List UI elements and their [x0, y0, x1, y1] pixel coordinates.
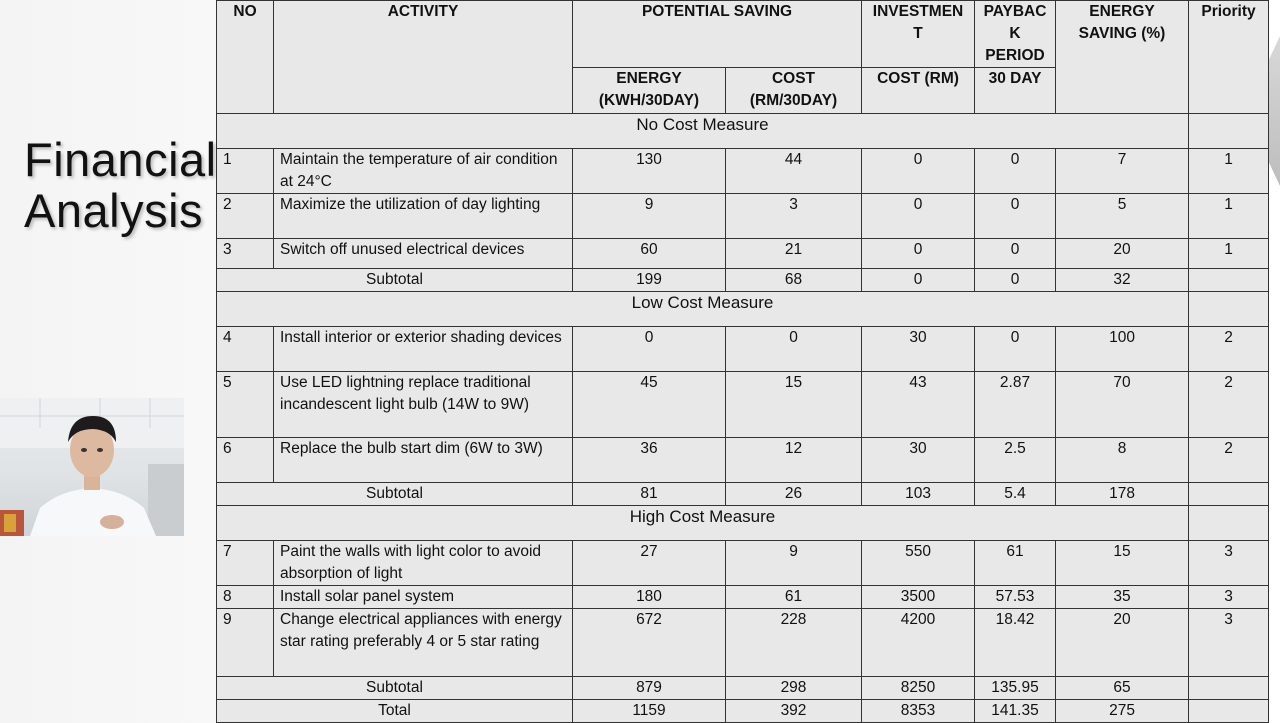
cell-activity: Install interior or exterior shading devices	[274, 327, 573, 372]
subtotal-label: Subtotal	[217, 483, 573, 506]
cell-no: 2	[217, 194, 274, 239]
subtotal-investment: 8250	[862, 677, 975, 700]
total-row	[217, 700, 1269, 723]
cell-no: 5	[217, 372, 274, 438]
cell-payback: 18.42	[975, 609, 1056, 677]
table-row	[217, 541, 1269, 586]
section-row	[217, 292, 1269, 327]
cell-energy: 60	[573, 239, 726, 269]
cell-saving: 15	[1056, 541, 1189, 586]
presenter-webcam-video	[0, 398, 184, 536]
cell-activity: Use LED lightning replace traditional incandescent light bulb (14W to 9W)	[274, 372, 573, 438]
cell-saving: 20	[1056, 239, 1189, 269]
cell-payback: 61	[975, 541, 1056, 586]
cell-no: 7	[217, 541, 274, 586]
cell-activity: Switch off unused electrical devices	[274, 239, 573, 269]
cell-no: 1	[217, 149, 274, 194]
total-energy: 1159	[573, 700, 726, 723]
subtotal-energy: 81	[573, 483, 726, 506]
cell-investment: 3500	[862, 586, 975, 609]
cell-cost: 228	[726, 609, 862, 677]
cell-activity: Paint the walls with light color to avoid absorption of light	[274, 541, 573, 586]
col-header-payback-period: PAYBAC K PERIOD	[975, 1, 1056, 68]
cell-priority: 2	[1189, 327, 1269, 372]
section-title: High Cost Measure	[217, 506, 1189, 541]
cell-energy: 36	[573, 438, 726, 483]
cell-priority: 2	[1189, 372, 1269, 438]
cell-investment: 0	[862, 149, 975, 194]
section-title: No Cost Measure	[217, 114, 1189, 149]
cell-activity: Maintain the temperature of air condition at 24°C	[274, 149, 573, 194]
cell-activity: Maximize the utilization of day lighting	[274, 194, 573, 239]
subtotal-payback: 0	[975, 269, 1056, 292]
col-header-activity: ACTIVITY	[274, 1, 573, 114]
table-row	[217, 438, 1269, 483]
subtotal-empty-cell	[1189, 483, 1269, 506]
subtotal-investment: 0	[862, 269, 975, 292]
cell-no: 6	[217, 438, 274, 483]
subtotal-cost: 26	[726, 483, 862, 506]
cell-no: 4	[217, 327, 274, 372]
cell-energy: 45	[573, 372, 726, 438]
subtotal-row	[217, 269, 1269, 292]
table-row	[217, 372, 1269, 438]
col-header-priority: Priority	[1189, 1, 1269, 114]
subtotal-empty-cell	[1189, 677, 1269, 700]
subtotal-label: Subtotal	[217, 677, 573, 700]
cell-investment: 30	[862, 327, 975, 372]
cell-investment: 550	[862, 541, 975, 586]
cell-no: 8	[217, 586, 274, 609]
col-header-cost: COST (RM/30DAY)	[726, 68, 862, 114]
cell-activity: Install solar panel system	[274, 586, 573, 609]
table-row	[217, 586, 1269, 609]
subtotal-saving: 32	[1056, 269, 1189, 292]
col-header-cost-rm: COST (RM)	[862, 68, 975, 114]
slide-title-line-1: Financial	[24, 133, 217, 186]
cell-cost: 12	[726, 438, 862, 483]
cell-priority: 3	[1189, 609, 1269, 677]
total-saving: 275	[1056, 700, 1189, 723]
subtotal-energy: 199	[573, 269, 726, 292]
total-label: Total	[217, 700, 573, 723]
presenter-image	[0, 398, 184, 536]
subtotal-saving: 178	[1056, 483, 1189, 506]
subtotal-payback: 135.95	[975, 677, 1056, 700]
section-title: Low Cost Measure	[217, 292, 1189, 327]
section-empty-cell	[1189, 292, 1269, 327]
cell-energy: 130	[573, 149, 726, 194]
cell-saving: 8	[1056, 438, 1189, 483]
cell-payback: 0	[975, 239, 1056, 269]
cell-payback: 0	[975, 194, 1056, 239]
cell-cost: 0	[726, 327, 862, 372]
cell-payback: 0	[975, 149, 1056, 194]
table-row	[217, 194, 1269, 239]
cell-priority: 1	[1189, 149, 1269, 194]
cell-priority: 1	[1189, 239, 1269, 269]
col-header-potential-saving: POTENTIAL SAVING	[573, 1, 862, 68]
cell-payback: 0	[975, 327, 1056, 372]
subtotal-saving: 65	[1056, 677, 1189, 700]
cell-energy: 180	[573, 586, 726, 609]
cell-no: 3	[217, 239, 274, 269]
total-empty-cell	[1189, 700, 1269, 723]
cell-investment: 0	[862, 194, 975, 239]
col-header-no: NO	[217, 1, 274, 114]
col-header-energy-saving-pct: ENERGY SAVING (%)	[1056, 1, 1189, 114]
slide-title	[24, 134, 224, 236]
section-empty-cell	[1189, 114, 1269, 149]
cell-activity: Replace the bulb start dim (6W to 3W)	[274, 438, 573, 483]
total-investment: 8353	[862, 700, 975, 723]
cell-cost: 3	[726, 194, 862, 239]
cell-cost: 21	[726, 239, 862, 269]
slide-title-line-2: Analysis	[24, 184, 204, 237]
subtotal-cost: 298	[726, 677, 862, 700]
table-row	[217, 149, 1269, 194]
subtotal-cost: 68	[726, 269, 862, 292]
subtotal-payback: 5.4	[975, 483, 1056, 506]
cell-energy: 0	[573, 327, 726, 372]
cell-investment: 0	[862, 239, 975, 269]
col-header-days: 30 DAY	[975, 68, 1056, 114]
subtotal-empty-cell	[1189, 269, 1269, 292]
cell-priority: 3	[1189, 586, 1269, 609]
cell-saving: 20	[1056, 609, 1189, 677]
cell-payback: 2.5	[975, 438, 1056, 483]
cell-priority: 3	[1189, 541, 1269, 586]
cell-priority: 2	[1189, 438, 1269, 483]
cell-payback: 57.53	[975, 586, 1056, 609]
table-row	[217, 239, 1269, 269]
header-row-1	[217, 1, 1269, 68]
cell-cost: 15	[726, 372, 862, 438]
cell-saving: 7	[1056, 149, 1189, 194]
cell-investment: 43	[862, 372, 975, 438]
section-empty-cell	[1189, 506, 1269, 541]
col-header-investment: INVESTMEN T	[862, 1, 975, 68]
subtotal-label: Subtotal	[217, 269, 573, 292]
cell-cost: 44	[726, 149, 862, 194]
subtotal-investment: 103	[862, 483, 975, 506]
cell-energy: 27	[573, 541, 726, 586]
col-header-energy: ENERGY (KWH/30DAY)	[573, 68, 726, 114]
cell-saving: 5	[1056, 194, 1189, 239]
cell-no: 9	[217, 609, 274, 677]
cell-activity: Change electrical appliances with energy star rating preferably 4 or 5 star rating	[274, 609, 573, 677]
cell-cost: 61	[726, 586, 862, 609]
financial-analysis-table	[216, 0, 1269, 723]
table-row	[217, 609, 1269, 677]
cell-investment: 4200	[862, 609, 975, 677]
subtotal-row	[217, 483, 1269, 506]
cell-saving: 70	[1056, 372, 1189, 438]
subtotal-row	[217, 677, 1269, 700]
cell-payback: 2.87	[975, 372, 1056, 438]
cell-investment: 30	[862, 438, 975, 483]
cell-cost: 9	[726, 541, 862, 586]
cell-saving: 100	[1056, 327, 1189, 372]
total-cost: 392	[726, 700, 862, 723]
cell-saving: 35	[1056, 586, 1189, 609]
total-payback: 141.35	[975, 700, 1056, 723]
table-row	[217, 327, 1269, 372]
section-row	[217, 114, 1269, 149]
section-row	[217, 506, 1269, 541]
cell-energy: 9	[573, 194, 726, 239]
subtotal-energy: 879	[573, 677, 726, 700]
cell-energy: 672	[573, 609, 726, 677]
cell-priority: 1	[1189, 194, 1269, 239]
